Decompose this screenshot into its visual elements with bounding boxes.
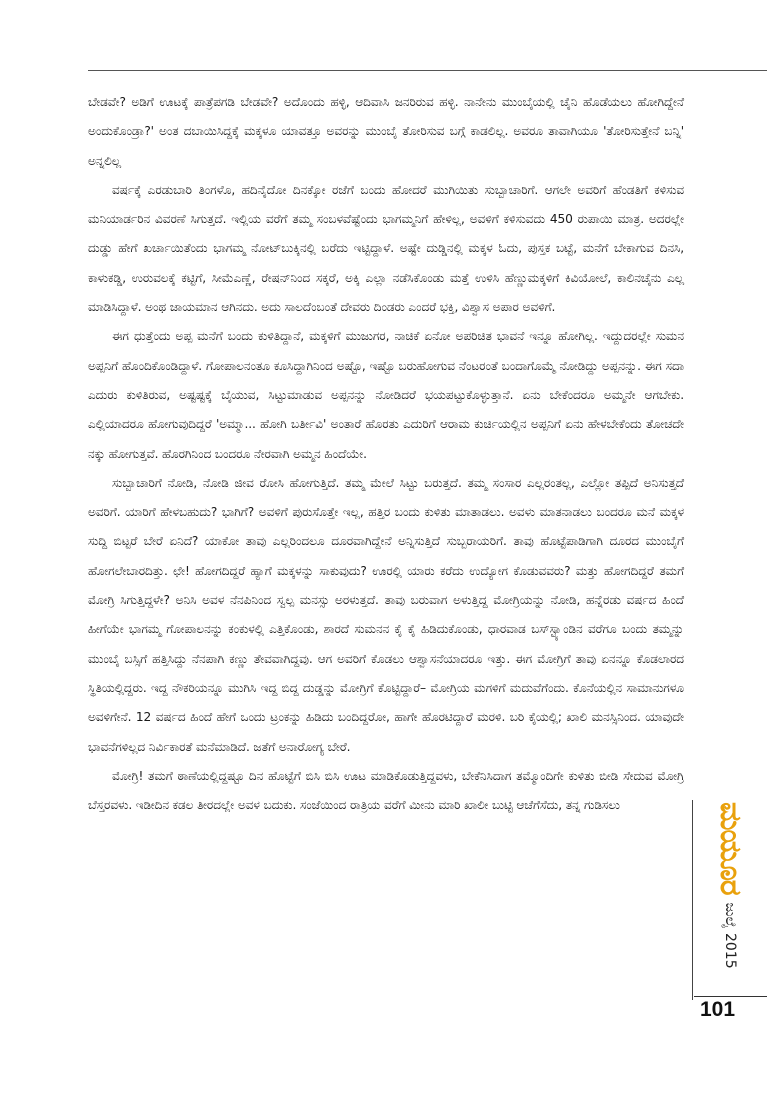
- side-divider: [692, 800, 693, 1000]
- magazine-name: ಮಯೂರ: [713, 802, 748, 895]
- paragraph: ಈಗ ಧುತ್ತೆಂದು ಅಪ್ಪ ಮನೆಗೆ ಬಂದು ಕುಳಿತಿದ್ದಾನೆ, ಮಕ್ಕಳಿಗೆ ಮುಜುಗರ, ನಾಚಿಕೆ ಏನೋ ಅಪರಿಚಿತ ಭಾವನೆ ಇನ್ನೂ ಹೋಗಿಲ್ಲ. ಇದ್ದುದರಲ್ಲೇ ಸುಮನ ಅಪ್ಪನಿಗೆ ಹೊಂದಿಕೊಂಡಿದ್ದಾಳೆ. ಗೋಪಾಲನಂತೂ ಕೂಸಿದ್ದಾಗಿನಿಂದ ಅಷ್ಟೊ, ಇಷ್ಟೊ ಬರುಹೋಗುವ ನೆಂಟರಂತೆ ಬಂದಾಗೊಮ್ಮೆ ನೋಡಿದ್ದು ಅಪ್ಪನನ್ನು. ಈಗ ಸದಾ ಎದುರು ಕುಳಿತಿರುವ, ಅಷ್ಟಷ್ಟಕ್ಕೆ ಬೈಯುವ, ಸಿಟ್ಟುಮಾಡುವ ಅಪ್ಪನನ್ನು ನೋಡಿದರೆ ಭಯಪಟ್ಟುಕೊಳ್ಳುತ್ತಾನೆ. ಏನು ಬೇಕೆಂದರೂ ಅಮ್ಮನೇ ಆಗಬೇಕು. ಎಲ್ಲಿಯಾದರೂ ಹೋಗುವುದಿದ್ದರೆ 'ಅಮ್ಮಾ... ಹೋಗಿ ಬರ್ತೀವಿ' ಅಂತಾರೆ ಹೊರತು ಎದುರಿಗೆ ಆರಾಮ ಕುರ್ಚಿಯಲ್ಲಿನ ಅಪ್ಪನಿಗೆ ಏನು ಹೇಳಬೇಕೆಂದು ತೋಚದೇ ನಕ್ಕು ಹೋಗುತ್ತವೆ. ಹೊರಗಿನಿಂದ ಬಂದರೂ ನೇರವಾಗಿ ಅಮ್ಮನ ಹಿಂದೆಯೇ.: [88, 329, 684, 461]
- page-number-rule: [694, 996, 767, 997]
- article-body: [88, 88, 684, 820]
- running-footer: [713, 802, 748, 969]
- paragraph: ಬೇಡವೇ? ಅಡಿಗೆ ಊಟಕ್ಕೆ ಪಾತ್ರೆಪಗಡಿ ಬೇಡವೇ? ಅದೊಂದು ಹಳ್ಳಿ, ಆದಿವಾಸಿ ಜನರಿರುವ ಹಳ್ಳಿ. ನಾನೇನು ಮುಂಬೈಯಲ್ಲಿ ಚೈನಿ ಹೊಡೆಯಲು ಹೋಗಿದ್ದೇನೆ ಅಂದುಕೊಂಡ್ರಾ?' ಅಂತ ದಬಾಯಿಸಿದ್ದಕ್ಕೆ ಮಕ್ಕಳೂ ಯಾವತ್ತೂ ಅವರನ್ನು ಮುಂಬೈ ತೋರಿಸುವ ಬಗ್ಗೆ ಕಾಡಲಿಲ್ಲ. ಅವರೂ ತಾವಾಗಿಯೂ 'ತೋರಿಸುತ್ತೇನೆ ಬನ್ನಿ' ಅನ್ನಲಿಲ್ಲ: [88, 95, 684, 168]
- paragraph: ಸುಬ್ಬಾಚಾರಿಗೆ ನೋಡಿ, ನೋಡಿ ಜೀವ ರೋಸಿ ಹೋಗುತ್ತಿದೆ. ತಮ್ಮ ಮೇಲೆ ಸಿಟ್ಟು ಬರುತ್ತದೆ. ತಮ್ಮ ಸಂಸಾರ ಎಲ್ಲರಂತಲ್ಲ, ಎಲ್ಲೋ ತಪ್ಪಿದೆ ಅನಿಸುತ್ತದೆ ಅವರಿಗೆ. ಯಾರಿಗೆ ಹೇಳಬಹುದು? ಭಾಗಿಗೆ? ಅವಳಿಗೆ ಪುರುಸೊತ್ತೇ ಇಲ್ಲ, ಹತ್ತಿರ ಬಂದು ಕುಳಿತು ಮಾತಾಡಲು. ಅವಳು ಮಾತನಾಡಲು ಬಂದರೂ ಮನೆ ಮಕ್ಕಳ ಸುದ್ದಿ ಬಿಟ್ಟರೆ ಬೇರೆ ಏನಿದೆ? ಯಾಕೋ ತಾವು ಎಲ್ಲರಿಂದಲೂ ದೂರವಾಗಿದ್ದೇನೆ ಅನ್ನಿಸುತ್ತಿದೆ ಸುಬ್ಬರಾಯರಿಗೆ. ತಾವು ಹೊಟ್ಟೆಪಾಡಿಗಾಗಿ ದೂರದ ಮುಂಬೈಗೆ ಹೋಗಲೇಬಾರದಿತ್ತು. ಛೇ! ಹೋಗದಿದ್ದರೆ ಹ್ಯಾಗೆ ಮಕ್ಕಳನ್ನು ಸಾಕುವುದು? ಊರಲ್ಲಿ ಯಾರು ಕರೆದು ಉದ್ಯೋಗ ಕೊಡುವವರು? ಮತ್ತು ಹೋಗದಿದ್ದರೆ ತಮಗೆ ಮೋಗ್ರಿ ಸಿಗುತ್ತಿದ್ದಳೇ? ಅನಿಸಿ ಅವಳ ನೆನಪಿನಿಂದ ಸ್ವಲ್ಪ ಮನಸ್ಸು ಅರಳುತ್ತದೆ. ತಾವು ಬರುವಾಗ ಅಳುತ್ತಿದ್ದ ಮೋಗ್ರಿಯನ್ನು ನೋಡಿ, ಹನ್ನೆರಡು ವರ್ಷದ ಹಿಂದೆ ಹೀಗೆಯೇ ಭಾಗಮ್ಮ ಗೋಪಾಲನನ್ನು ಕಂಕುಳಲ್ಲಿ ಎತ್ತಿಕೊಂಡು, ಶಾರದೆ ಸುಮನನ ಕೈ ಕೈ ಹಿಡಿದುಕೊಂಡು, ಧಾರವಾಡ ಬಸ್‌ಸ್ಟ್ಯಾಂಡಿನ ವರೆಗೂ ಬಂದು ತಮ್ಮನ್ನು ಮುಂಬೈ ಬಸ್ಸಿಗೆ ಹತ್ತಿಸಿದ್ದು ನೆನಪಾಗಿ ಕಣ್ಣು ತೇವವಾಗಿದ್ದವು. ಆಗ ಅವರಿಗೆ ಕೊಡಲು ಆಶ್ವಾಸನೆಯಾದರೂ ಇತ್ತು. ಈಗ ಮೋಗ್ರಿಗೆ ತಾವು ಏನನ್ನೂ ಕೊಡಲಾರದ ಸ್ಥಿತಿಯಲ್ಲಿದ್ದರು. ಇದ್ದ ನೌಕರಿಯನ್ನೂ ಮುಗಿಸಿ ಇದ್ದ ಬಿದ್ದ ದುಡ್ಡನ್ನು ಮೋಗ್ರಿಗೆ ಕೊಟ್ಟಿದ್ದಾರೆ– ಮೋಗ್ರಿಯ ಮಗಳಿಗೆ ಮದುವೆಗೆಂದು. ಕೊನೆಯಲ್ಲಿನ ಸಾಮಾನುಗಳೂ ಅವಳಿಗೇನೆ. 12 ವರ್ಷದ ಹಿಂದೆ ಹೇಗೆ ಒಂದು ಟ್ರಂಕನ್ನು ಹಿಡಿದು ಬಂದಿದ್ದರೋ, ಹಾಗೇ ಹೊರಟಿದ್ದಾರೆ ಮರಳಿ. ಬರಿ ಕೈಯಲ್ಲಿ; ಖಾಲಿ ಮನಸ್ಸಿನಿಂದ. ಯಾವುದೇ ಭಾವನೆಗಳಿಲ್ಲದ ನಿರ್ವಿಕಾರತೆ ಮನೆಮಾಡಿದೆ. ಜತೆಗೆ ಅನಾರೋಗ್ಯ ಬೇರೆ.: [88, 475, 684, 754]
- page-number: 101: [700, 998, 736, 1021]
- top-rule: [88, 70, 767, 71]
- paragraph: ಮೋಗ್ರಿ! ತಮಗೆ ಠಾಣೆಯಲ್ಲಿದ್ದಷ್ಟೂ ದಿನ ಹೊಟ್ಟೆಗೆ ಬಿಸಿ ಬಿಸಿ ಊಟ ಮಾಡಿಕೊಡುತ್ತಿದ್ದವಳು, ಬೇಕೆನಿಸಿದಾಗ ತಮ್ಮೊಂದಿಗೇ ಕುಳಿತು ಬೀಡಿ ಸೇದುವ ಮೋಗ್ರಿ ಬೆಸ್ತರವಳು. ಇಡೀದಿನ ಕಡಲ ತೀರದಲ್ಲೇ ಅವಳ ಬದುಕು. ಸಂಜೆಯಿಂದ ರಾತ್ರಿಯ ವರೆಗೆ ಮೀನು ಮಾರಿ ಖಾಲೀ ಬುಟ್ಟಿ ಆಚೆಗೆಸೆದು, ತನ್ನ ಗುಡಿಸಲು: [88, 768, 684, 813]
- paragraph: ವರ್ಷಕ್ಕೆ ಎರಡುಬಾರಿ ತಿಂಗಳೊ, ಹದಿನೈದೋ ದಿನಕ್ಕೋ ರಜೆಗೆ ಬಂದು ಹೋದರೆ ಮುಗಿಯಿತು ಸುಬ್ಬಾಚಾರಿಗೆ. ಆಗಲೇ ಅವರಿಗೆ ಹೆಂಡತಿಗೆ ಕಳಿಸುವ ಮನಿಯಾರ್ಡರಿನ ವಿವರಣೆ ಸಿಗುತ್ತದೆ. ಇಲ್ಲಿಯ ವರೆಗೆ ತಮ್ಮ ಸಂಬಳವೆಷ್ಟೆಂದು ಭಾಗಮ್ಮನಿಗೆ ಹೇಳಿಲ್ಲ, ಅವಳಿಗೆ ಕಳಿಸುವದು 450 ರುಪಾಯಿ ಮಾತ್ರ. ಅದರಲ್ಲೇ ದುಡ್ಡು ಹೇಗೆ ಖರ್ಚಾಯಿತೆಂದು ಭಾಗಮ್ಮ ನೋಟ್‌ಬುಕ್ಕಿನಲ್ಲಿ ಬರೆದು ಇಟ್ಟಿದ್ದಾಳೆ. ಅಷ್ಟೇ ದುಡ್ಡಿನಲ್ಲಿ ಮಕ್ಕಳ ಓದು, ಪುಸ್ತಕ ಬಟ್ಟೆ, ಮನೆಗೆ ಬೇಕಾಗುವ ದಿನಸಿ, ಕಾಳುಕಡ್ಡಿ, ಉರುವಲಕ್ಕೆ ಕಟ್ಟಿಗೆ, ಸೀಮೆಎಣ್ಣೆ, ರೇಷನ್‌ನಿಂದ ಸಕ್ಕರೆ, ಅಕ್ಕಿ ಎಲ್ಲಾ ನಡೆಸಿಕೊಂಡು ಮತ್ತೆ ಉಳಿಸಿ ಹೆಣ್ಣುಮಕ್ಕಳಿಗೆ ಕಿವಿಯೋಲೆ, ಕಾಲಿನಚೈನು ಎಲ್ಲ ಮಾಡಿಸಿದ್ದಾಳೆ. ಅಂಥ ಜಾಯಮಾನ ಆಗಿನದು. ಅದು ಸಾಲದೆಂಬಂತೆ ದೇವರು ದಿಂಡರು ಎಂದರೆ ಭಕ್ತಿ, ವಿಶ್ವಾಸ ಅಪಾರ ಅವಳಿಗೆ.: [88, 182, 684, 315]
- issue-date: ಜುಲೈ 2015: [722, 902, 739, 969]
